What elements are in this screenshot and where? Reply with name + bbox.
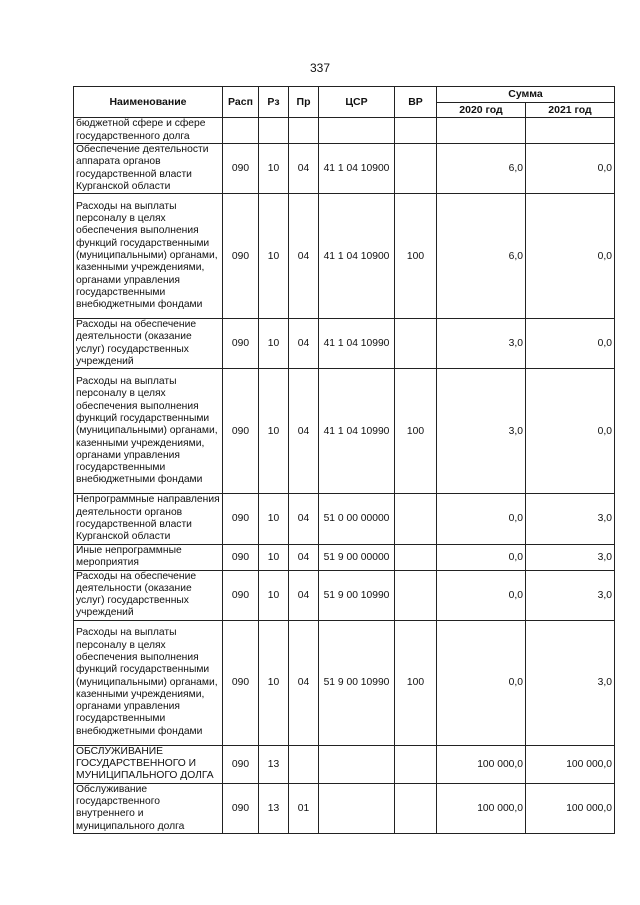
cell-name: Непрограммные направления деятельности органов государственной власти Курганской области	[74, 494, 223, 544]
cell-csr: 51 9 00 10990	[319, 620, 395, 745]
cell-rasp: 090	[223, 783, 259, 833]
cell-csr: 41 1 04 10990	[319, 319, 395, 369]
cell-rz: 10	[259, 319, 289, 369]
cell-vr: 100	[395, 369, 437, 494]
cell-pr: 04	[289, 620, 319, 745]
cell-rz: 10	[259, 620, 289, 745]
cell-2021: 3,0	[526, 570, 615, 620]
cell-vr	[395, 494, 437, 544]
header-rasp: Расп	[223, 87, 259, 118]
table-row	[74, 118, 615, 144]
cell-rz: 13	[259, 783, 289, 833]
header-year-2021: 2021 год	[526, 102, 615, 118]
table-row	[74, 620, 615, 745]
cell-name: Иные непрограммные мероприятия	[74, 544, 223, 570]
cell-name: Обеспечение деятельности аппарата органов государственной власти Курганской области	[74, 144, 223, 194]
cell-rz: 10	[259, 494, 289, 544]
cell-csr: 51 0 00 00000	[319, 494, 395, 544]
cell-2021: 3,0	[526, 494, 615, 544]
cell-csr: 51 9 00 00000	[319, 544, 395, 570]
header-vr: ВР	[395, 87, 437, 118]
cell-2021: 100 000,0	[526, 745, 615, 783]
cell-rasp: 090	[223, 369, 259, 494]
header-rz: Рз	[259, 87, 289, 118]
cell-rasp: 090	[223, 544, 259, 570]
cell-rz: 10	[259, 194, 289, 319]
cell-2020: 0,0	[437, 570, 526, 620]
cell-2020: 0,0	[437, 494, 526, 544]
table-row	[74, 783, 615, 833]
header-pr: Пр	[289, 87, 319, 118]
cell-rasp: 090	[223, 494, 259, 544]
cell-2021: 0,0	[526, 369, 615, 494]
cell-rasp: 090	[223, 319, 259, 369]
cell-2020: 6,0	[437, 144, 526, 194]
page-number: 337	[309, 61, 331, 75]
cell-2021	[526, 118, 615, 144]
cell-name: ОБСЛУЖИВАНИЕ ГОСУДАРСТВЕННОГО И МУНИЦИПАЛЬНОГО ДОЛГА	[74, 745, 223, 783]
cell-rasp: 090	[223, 570, 259, 620]
cell-pr: 04	[289, 369, 319, 494]
cell-rz: 10	[259, 144, 289, 194]
cell-rasp: 090	[223, 144, 259, 194]
cell-2020: 3,0	[437, 369, 526, 494]
cell-name: Расходы на выплаты персоналу в целях обеспечения выполнения функций государственными (муниципальными) органами, казенными учреждениями, органами управления государственными внебюджетными фондами	[74, 194, 223, 319]
header-name: Наименование	[74, 87, 223, 118]
cell-name: Расходы на выплаты персоналу в целях обеспечения выполнения функций государственными (муниципальными) органами, казенными учреждениями, органами управления государственными внебюджетными фондами	[74, 620, 223, 745]
table-row	[74, 544, 615, 570]
cell-csr	[319, 745, 395, 783]
cell-vr	[395, 544, 437, 570]
cell-pr	[289, 745, 319, 783]
cell-rz: 10	[259, 570, 289, 620]
cell-csr	[319, 118, 395, 144]
cell-2020: 6,0	[437, 194, 526, 319]
cell-csr: 41 1 04 10990	[319, 369, 395, 494]
table-row	[74, 319, 615, 369]
cell-2021: 3,0	[526, 544, 615, 570]
cell-2020: 0,0	[437, 544, 526, 570]
cell-2021: 100 000,0	[526, 783, 615, 833]
cell-csr: 41 1 04 10900	[319, 144, 395, 194]
cell-2021: 0,0	[526, 194, 615, 319]
cell-pr	[289, 118, 319, 144]
header-sum: Сумма	[437, 87, 615, 103]
cell-vr	[395, 118, 437, 144]
cell-2021: 0,0	[526, 319, 615, 369]
cell-csr	[319, 783, 395, 833]
cell-vr	[395, 319, 437, 369]
cell-2021: 3,0	[526, 620, 615, 745]
cell-pr: 04	[289, 194, 319, 319]
table-row	[74, 369, 615, 494]
cell-2021: 0,0	[526, 144, 615, 194]
cell-name: Обслуживание государственного внутреннего и муниципального долга	[74, 783, 223, 833]
cell-2020: 100 000,0	[437, 783, 526, 833]
cell-vr	[395, 783, 437, 833]
cell-vr	[395, 570, 437, 620]
cell-rz	[259, 118, 289, 144]
cell-rasp: 090	[223, 620, 259, 745]
cell-pr: 04	[289, 494, 319, 544]
cell-vr: 100	[395, 620, 437, 745]
table-row	[74, 745, 615, 783]
cell-pr: 04	[289, 570, 319, 620]
cell-csr: 51 9 00 10990	[319, 570, 395, 620]
table-row	[74, 144, 615, 194]
cell-rasp	[223, 118, 259, 144]
cell-rz: 10	[259, 544, 289, 570]
header-csr: ЦСР	[319, 87, 395, 118]
cell-2020: 3,0	[437, 319, 526, 369]
cell-2020: 0,0	[437, 620, 526, 745]
cell-rz: 10	[259, 369, 289, 494]
table-row	[74, 194, 615, 319]
cell-vr: 100	[395, 194, 437, 319]
cell-name: Расходы на обеспечение деятельности (оказание услуг) государственных учреждений	[74, 319, 223, 369]
cell-vr	[395, 745, 437, 783]
cell-2020	[437, 118, 526, 144]
cell-pr: 04	[289, 544, 319, 570]
cell-pr: 04	[289, 144, 319, 194]
budget-table	[73, 86, 615, 834]
cell-pr: 01	[289, 783, 319, 833]
table-row	[74, 494, 615, 544]
cell-rasp: 090	[223, 745, 259, 783]
cell-rasp: 090	[223, 194, 259, 319]
cell-pr: 04	[289, 319, 319, 369]
cell-name: Расходы на выплаты персоналу в целях обеспечения выполнения функций государственными (муниципальными) органами, казенными учреждениями, органами управления государственными внебюджетными фондами	[74, 369, 223, 494]
cell-name: бюджетной сфере и сфере государственного долга	[74, 118, 223, 144]
header-year-2020: 2020 год	[437, 102, 526, 118]
table-row	[74, 570, 615, 620]
cell-2020: 100 000,0	[437, 745, 526, 783]
cell-name: Расходы на обеспечение деятельности (оказание услуг) государственных учреждений	[74, 570, 223, 620]
cell-vr	[395, 144, 437, 194]
cell-csr: 41 1 04 10900	[319, 194, 395, 319]
cell-rz: 13	[259, 745, 289, 783]
